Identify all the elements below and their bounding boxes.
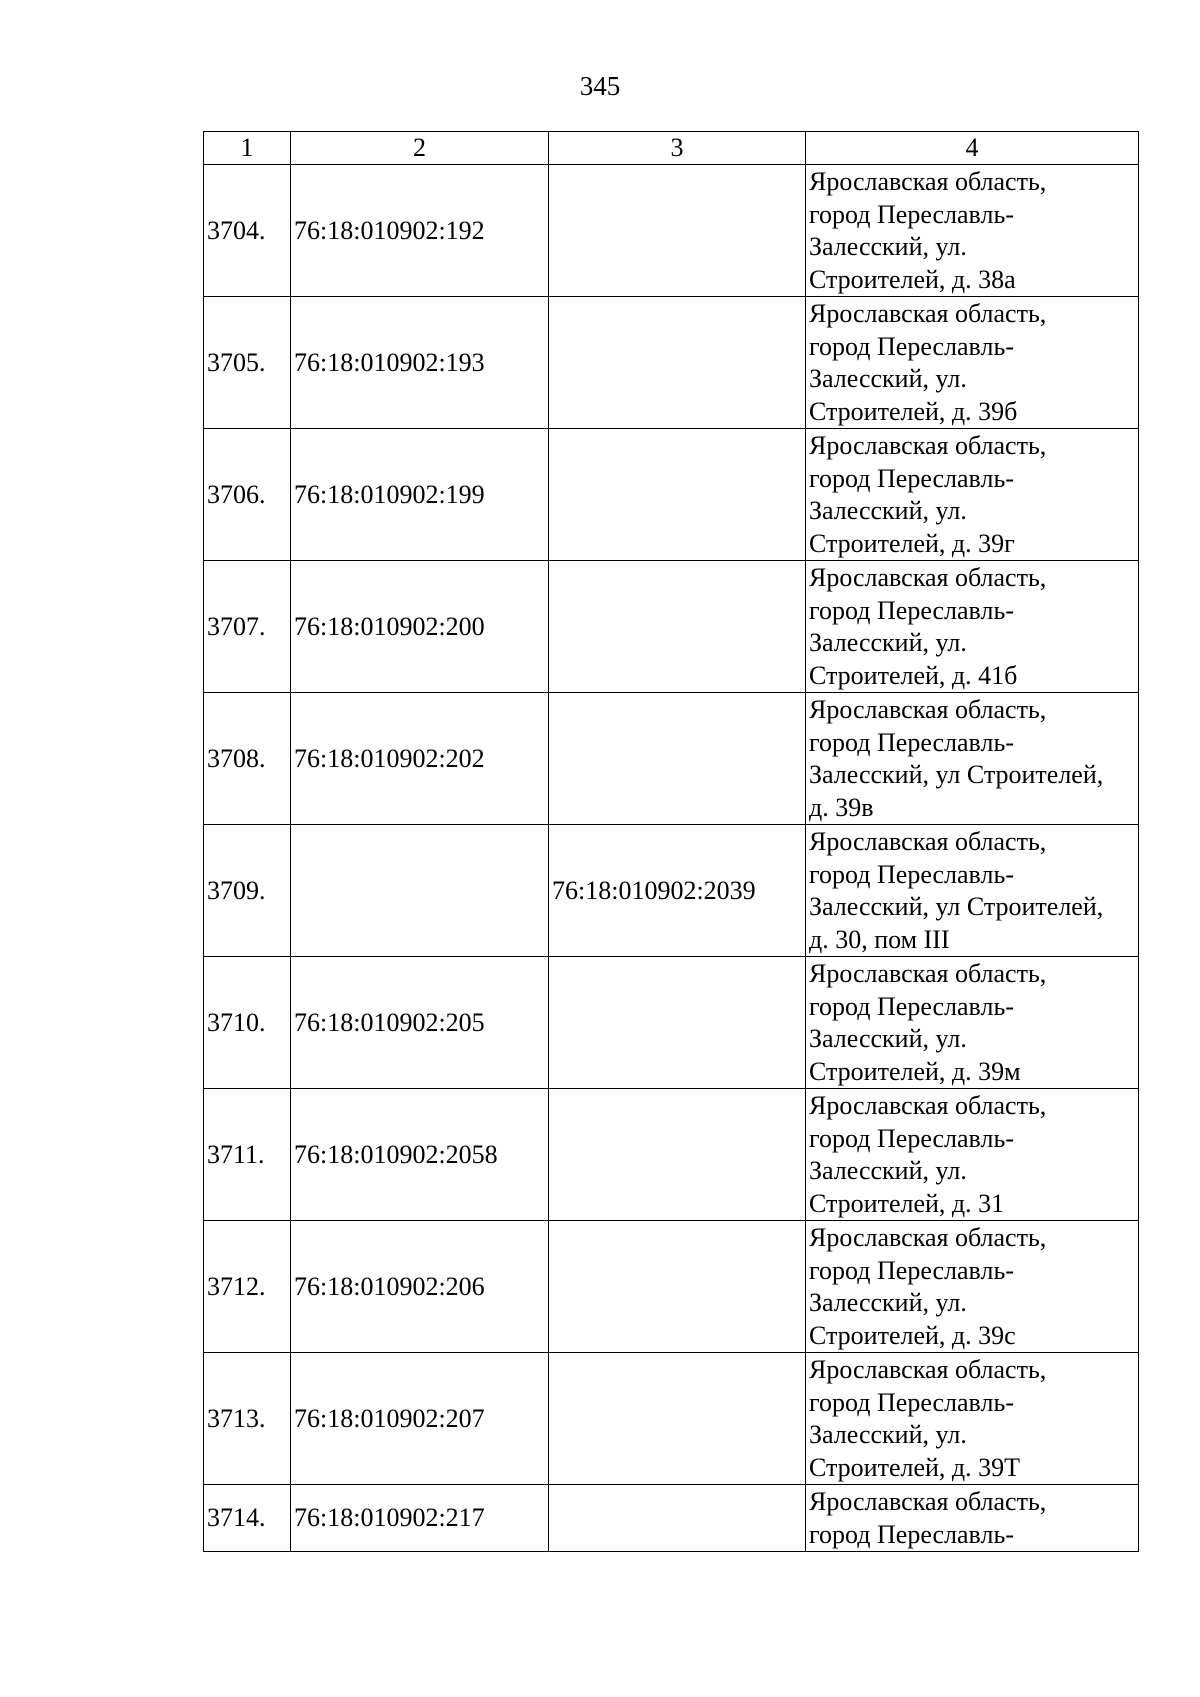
address-line: Ярославская область, (809, 299, 1047, 328)
table-row (204, 957, 1139, 1089)
address-line: Строителей, д. 31 (809, 1188, 1005, 1218)
row-number-cell: 3712. (204, 1221, 291, 1353)
row-number-cell: 3711. (204, 1089, 291, 1221)
address-line: Ярославская область, (809, 1091, 1047, 1120)
address-line: Залесский, ул. (809, 364, 967, 393)
row-number-cell: 3707. (204, 561, 291, 693)
address-line: Ярославская область, (809, 431, 1047, 460)
table-row (204, 561, 1139, 693)
address-cell (806, 1221, 1139, 1353)
cadastral-number-cell: 76:18:010902:200 (291, 561, 549, 693)
room-cadastral-number-cell (549, 1485, 806, 1552)
room-cadastral-number-cell: 76:18:010902:2039 (549, 825, 806, 957)
address-line: Ярославская область, (809, 959, 1047, 988)
address-line: Залесский, ул. (809, 1156, 967, 1185)
table-row (204, 297, 1139, 429)
address-line: Строителей, д. 39м (809, 1056, 1021, 1086)
address-cell (806, 1353, 1139, 1485)
address-line: Залесский, ул Строителей, (809, 892, 1104, 921)
row-number-cell: 3705. (204, 297, 291, 429)
address-cell (806, 693, 1139, 825)
table-row (204, 165, 1139, 297)
room-cadastral-number-cell (549, 693, 806, 825)
header-row (204, 132, 1139, 165)
address-line: д. 30, пом III (809, 924, 950, 954)
address-line: Залесский, ул Строителей, (809, 760, 1104, 789)
address-line: город Переславль- (809, 595, 1014, 625)
address-line: Строителей, д. 41б (809, 660, 1018, 690)
cadastral-number-cell: 76:18:010902:202 (291, 693, 549, 825)
address-cell (806, 297, 1139, 429)
room-cadastral-number-cell (549, 1089, 806, 1221)
address-line: Строителей, д. 39г (809, 528, 1015, 558)
address-cell (806, 825, 1139, 957)
room-cadastral-number-cell (549, 429, 806, 561)
cadastral-number-cell (291, 825, 549, 957)
table-row (204, 1089, 1139, 1221)
row-number-cell: 3708. (204, 693, 291, 825)
table-row (204, 825, 1139, 957)
table-row (204, 1353, 1139, 1485)
row-number-cell: 3706. (204, 429, 291, 561)
address-line: Строителей, д. 38а (809, 264, 1016, 294)
address-line: город Переславль- (809, 859, 1014, 889)
address-line: Залесский, ул. (809, 1420, 967, 1449)
address-line: Залесский, ул. (809, 232, 967, 261)
address-line: Ярославская область, (809, 1487, 1047, 1516)
address-line: город Переславль- (809, 1387, 1014, 1417)
address-cell (806, 429, 1139, 561)
header-cell-2: 2 (291, 132, 549, 165)
cadastral-number-cell: 76:18:010902:205 (291, 957, 549, 1089)
address-line: Ярославская область, (809, 1223, 1047, 1252)
header-cell-4: 4 (806, 132, 1139, 165)
header-cell-1: 1 (204, 132, 291, 165)
row-number-cell: 3709. (204, 825, 291, 957)
address-line: город Переславль- (809, 1519, 1014, 1549)
row-number-cell: 3714. (204, 1485, 291, 1552)
address-line: город Переславль- (809, 199, 1014, 229)
room-cadastral-number-cell (549, 1353, 806, 1485)
address-line: город Переславль- (809, 991, 1014, 1021)
address-cell (806, 957, 1139, 1089)
page-number: 345 (579, 71, 621, 101)
address-line: Залесский, ул. (809, 496, 967, 525)
address-line: город Переславль- (809, 331, 1014, 361)
room-cadastral-number-cell (549, 1221, 806, 1353)
table-header (204, 132, 1139, 165)
row-number-cell: 3710. (204, 957, 291, 1089)
address-cell (806, 561, 1139, 693)
address-line: Залесский, ул. (809, 1288, 967, 1317)
address-line: Строителей, д. 39Т (809, 1452, 1021, 1482)
address-cell (806, 1485, 1139, 1552)
address-line: Ярославская область, (809, 695, 1047, 724)
cadastral-number-cell: 76:18:010902:206 (291, 1221, 549, 1353)
address-cell (806, 165, 1139, 297)
cadastral-number-cell: 76:18:010902:192 (291, 165, 549, 297)
address-line: Ярославская область, (809, 1355, 1047, 1384)
cadastral-number-cell: 76:18:010902:217 (291, 1485, 549, 1552)
table-row (204, 1221, 1139, 1353)
table-row (204, 693, 1139, 825)
room-cadastral-number-cell (549, 165, 806, 297)
cadastral-number-cell: 76:18:010902:199 (291, 429, 549, 561)
cadastral-number-cell: 76:18:010902:193 (291, 297, 549, 429)
address-line: Залесский, ул. (809, 1024, 967, 1053)
address-line: Строителей, д. 39б (809, 396, 1018, 426)
address-line: город Переславль- (809, 1255, 1014, 1285)
address-line: Строителей, д. 39с (809, 1320, 1016, 1350)
registry-table (203, 131, 1139, 1552)
address-line: Ярославская область, (809, 827, 1047, 856)
row-number-cell: 3704. (204, 165, 291, 297)
address-line: д. 39в (809, 792, 874, 822)
table-row (204, 429, 1139, 561)
address-line: Ярославская область, (809, 563, 1047, 592)
address-line: город Переславль- (809, 1123, 1014, 1153)
cadastral-number-cell: 76:18:010902:207 (291, 1353, 549, 1485)
address-line: город Переславль- (809, 727, 1014, 757)
room-cadastral-number-cell (549, 957, 806, 1089)
room-cadastral-number-cell (549, 561, 806, 693)
room-cadastral-number-cell (549, 297, 806, 429)
table-body (204, 165, 1139, 1552)
cadastral-number-cell: 76:18:010902:2058 (291, 1089, 549, 1221)
row-number-cell: 3713. (204, 1353, 291, 1485)
address-line: город Переславль- (809, 463, 1014, 493)
header-cell-3: 3 (549, 132, 806, 165)
table-row (204, 1485, 1139, 1552)
address-line: Залесский, ул. (809, 628, 967, 657)
address-line: Ярославская область, (809, 167, 1047, 196)
address-cell (806, 1089, 1139, 1221)
